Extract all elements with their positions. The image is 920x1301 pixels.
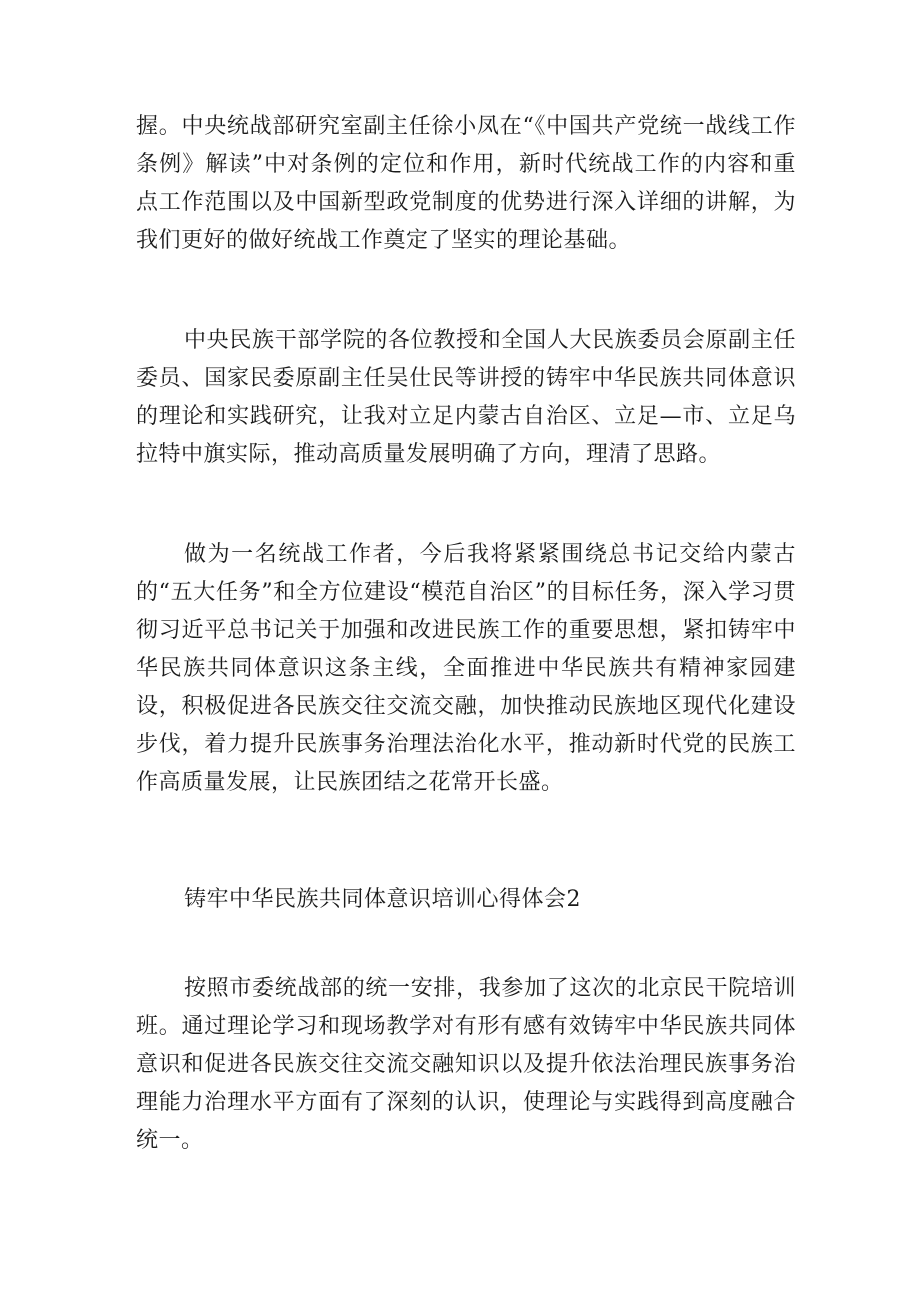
section-heading: 铸牢中华民族共同体意识培训心得体会2 (184, 887, 581, 912)
paragraph-4: 按照市委统战部的统一安排，我参加了这次的北京民干院培训班。通过理论学习和现场教学对有形有感有效铸牢中华民族共同体意识和促进各民族交往交流交融知识以及提升依法治理民族事务治理能力治理水平方面有了深刻的认识，使理论与实践得到高度融合统一。 (136, 976, 796, 1153)
paragraph-2: 中央民族干部学院的各位教授和全国人大民族委员会原副主任委员、国家民委原副主任吴仕民等讲授的铸牢中华民族共同体意识的理论和实践研究，让我对立足内蒙古自治区、立足—市、立足乌拉特中旗实际，推动高质量发展明确了方向，理清了思路。 (136, 328, 796, 467)
paragraph-3: 做为一名统战工作者，今后我将紧紧围绕总书记交给内蒙古的“五大任务”和全方位建设“模范自治区”的目标任务，深入学习贯彻习近平总书记关于加强和改进民族工作的重要思想，紧扣铸牢中华民族共同体意识这条主线，全面推进中华民族共有精神家园建设，积极促进各民族交往交流交融，加快推动民族地区现代化建设步伐，着力提升民族事务治理法治化水平，推动新时代党的民族工作高质量发展，让民族团结之花常开长盛。 (136, 542, 796, 795)
paragraph-1: 握。中央统战部研究室副主任徐小凤在“《中国共产党统一战线工作条例》解读”中对条例的定位和作用，新时代统战工作的内容和重点工作范围以及中国新型政党制度的优势进行深入详细的讲解，为我们更好的做好统战工作奠定了坚实的理论基础。 (136, 114, 796, 253)
